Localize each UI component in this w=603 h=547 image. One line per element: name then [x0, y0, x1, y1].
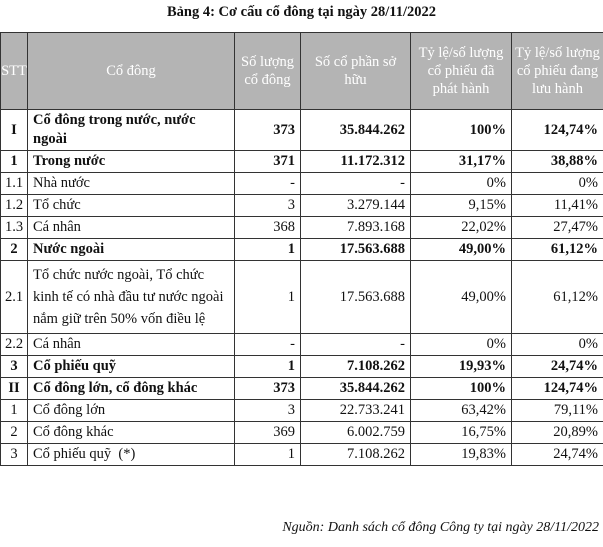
- row-stt: 3: [1, 356, 28, 378]
- table-row: [1, 334, 603, 356]
- row-pct-issued: 63,42%: [411, 400, 512, 422]
- table-row: [1, 173, 603, 195]
- row-pct-outstanding: 61,12%: [512, 261, 603, 334]
- header-ty-le-phat-hanh: Tỷ lệ/số lượng cổ phiếu đã phát hành: [411, 33, 512, 110]
- row-shares: -: [301, 334, 411, 356]
- row-stt: 1.1: [1, 173, 28, 195]
- row-pct-issued: 22,02%: [411, 217, 512, 239]
- row-shares: 35.844.262: [301, 378, 411, 400]
- row-pct-issued: 19,83%: [411, 444, 512, 466]
- row-count: 1: [235, 261, 301, 334]
- row-pct-issued: 0%: [411, 334, 512, 356]
- header-ty-le-luu-hanh: Tỷ lệ/số lượng cổ phiếu đang lưu hành: [512, 33, 603, 110]
- row-pct-issued: 0%: [411, 173, 512, 195]
- row-pct-outstanding: 61,12%: [512, 239, 603, 261]
- row-count: 3: [235, 400, 301, 422]
- row-stt: 1: [1, 400, 28, 422]
- row-name: Cá nhân: [28, 217, 235, 239]
- row-shares: 7.108.262: [301, 356, 411, 378]
- table-row: [1, 217, 603, 239]
- row-shares: 6.002.759: [301, 422, 411, 444]
- row-shares: 22.733.241: [301, 400, 411, 422]
- row-name: Cá nhân: [28, 334, 235, 356]
- row-count: 368: [235, 217, 301, 239]
- header-row: [1, 33, 603, 110]
- table-row: [1, 195, 603, 217]
- row-shares: 17.563.688: [301, 261, 411, 334]
- table-row: [1, 378, 603, 400]
- row-count: 369: [235, 422, 301, 444]
- row-name: Cổ phiếu quỹ (*): [28, 444, 235, 466]
- table-row: [1, 444, 603, 466]
- row-shares: 7.893.168: [301, 217, 411, 239]
- row-stt: 2: [1, 239, 28, 261]
- row-name: Tổ chức nước ngoài, Tổ chức kinh tế có nhà đầu tư nước ngoài nắm giữ trên 50% vốn điều lệ: [28, 261, 235, 334]
- row-pct-outstanding: 124,74%: [512, 378, 603, 400]
- row-pct-outstanding: 0%: [512, 334, 603, 356]
- row-name: Cổ đông lớn, cổ đông khác: [28, 378, 235, 400]
- row-pct-issued: 9,15%: [411, 195, 512, 217]
- row-count: 371: [235, 151, 301, 173]
- row-pct-outstanding: 0%: [512, 173, 603, 195]
- row-stt: 2: [1, 422, 28, 444]
- row-shares: 3.279.144: [301, 195, 411, 217]
- table-title: Bảng 4: Cơ cấu cổ đông tại ngày 28/11/2022: [166, 4, 437, 20]
- row-count: -: [235, 334, 301, 356]
- row-pct-outstanding: 27,47%: [512, 217, 603, 239]
- table-row: [1, 239, 603, 261]
- source-note: Nguồn: Danh sách cổ đông Công ty tại ngày 28/11/2022: [282, 520, 599, 535]
- table-row: [1, 151, 603, 173]
- table-row: [1, 422, 603, 444]
- row-stt: 2.1: [1, 261, 28, 334]
- table-row: [1, 356, 603, 378]
- row-pct-outstanding: 11,41%: [512, 195, 603, 217]
- row-shares: 35.844.262: [301, 110, 411, 151]
- row-name: Cổ đông trong nước, nước ngoài: [28, 110, 235, 151]
- row-count: 373: [235, 110, 301, 151]
- row-shares: 11.172.312: [301, 151, 411, 173]
- row-shares: 7.108.262: [301, 444, 411, 466]
- header-stt: STT: [1, 33, 28, 110]
- row-count: 3: [235, 195, 301, 217]
- row-count: 1: [235, 444, 301, 466]
- row-name: Nước ngoài: [28, 239, 235, 261]
- row-pct-issued: 100%: [411, 378, 512, 400]
- row-pct-outstanding: 79,11%: [512, 400, 603, 422]
- row-pct-issued: 49,00%: [411, 261, 512, 334]
- row-name: Nhà nước: [28, 173, 235, 195]
- row-count: 1: [235, 356, 301, 378]
- row-pct-issued: 100%: [411, 110, 512, 151]
- row-pct-outstanding: 124,74%: [512, 110, 603, 151]
- row-pct-issued: 16,75%: [411, 422, 512, 444]
- row-pct-issued: 19,93%: [411, 356, 512, 378]
- row-shares: -: [301, 173, 411, 195]
- row-stt: 1.2: [1, 195, 28, 217]
- header-so-co-phan: Số cổ phần sở hữu: [301, 33, 411, 110]
- row-stt: 3: [1, 444, 28, 466]
- shareholder-structure-table: [0, 32, 603, 466]
- row-pct-outstanding: 24,74%: [512, 356, 603, 378]
- row-stt: 2.2: [1, 334, 28, 356]
- row-pct-outstanding: 20,89%: [512, 422, 603, 444]
- row-pct-issued: 31,17%: [411, 151, 512, 173]
- row-count: 1: [235, 239, 301, 261]
- row-count: 373: [235, 378, 301, 400]
- row-stt: II: [1, 378, 28, 400]
- row-stt: I: [1, 110, 28, 151]
- row-name: Cổ đông khác: [28, 422, 235, 444]
- row-stt: 1.3: [1, 217, 28, 239]
- row-pct-outstanding: 24,74%: [512, 444, 603, 466]
- table-row: [1, 261, 603, 334]
- table-row: [1, 400, 603, 422]
- row-name: Cổ phiếu quỹ: [28, 356, 235, 378]
- table-row: [1, 110, 603, 151]
- row-stt: 1: [1, 151, 28, 173]
- row-name: Cổ đông lớn: [28, 400, 235, 422]
- row-name: Trong nước: [28, 151, 235, 173]
- header-so-luong: Số lượng cổ đông: [235, 33, 301, 110]
- header-co-dong: Cổ đông: [28, 33, 235, 110]
- row-pct-issued: 49,00%: [411, 239, 512, 261]
- row-name: Tổ chức: [28, 195, 235, 217]
- row-pct-outstanding: 38,88%: [512, 151, 603, 173]
- row-shares: 17.563.688: [301, 239, 411, 261]
- row-count: -: [235, 173, 301, 195]
